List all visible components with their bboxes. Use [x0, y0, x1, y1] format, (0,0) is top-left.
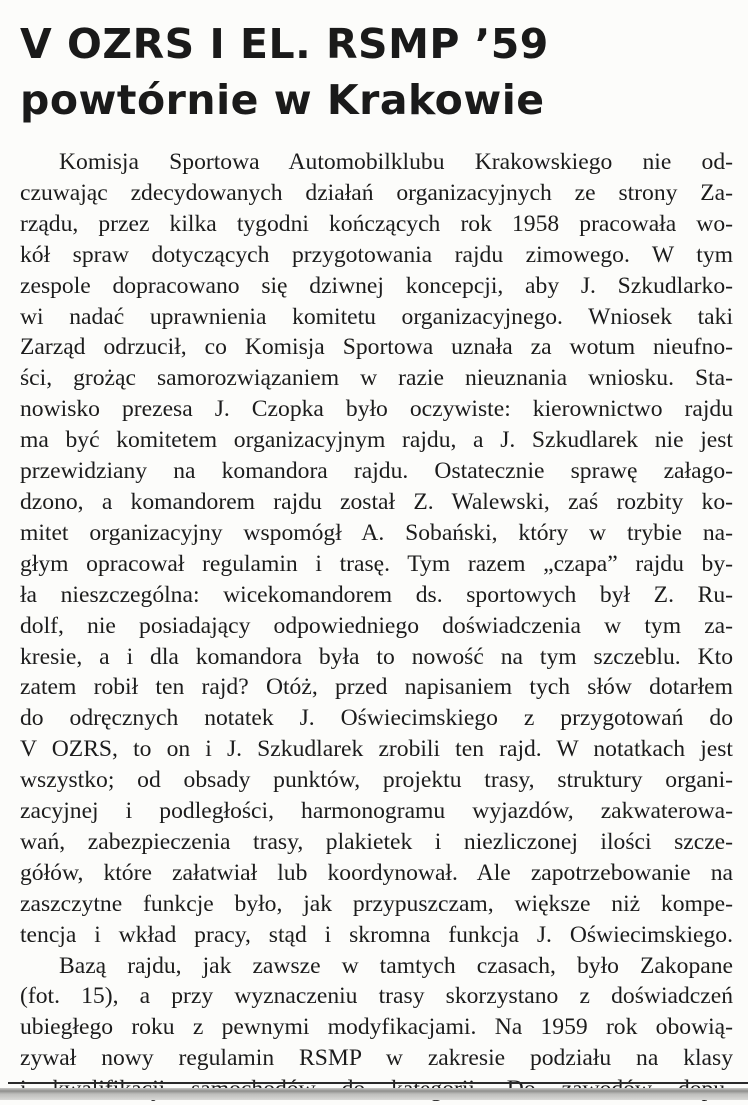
text-line: Zarząd odrzucił, co Komisja Sportowa uznała za wotum nieufno-: [20, 334, 733, 361]
title-line-1: V OZRS I EL. RSMP ’59: [20, 20, 549, 68]
text-line: zacyjnej i podległości, harmonogramu wyjazdów, zakwaterowa-: [20, 798, 733, 825]
text-line: dzono, a komandorem rajdu został Z. Walewski, zaś rozbity ko-: [20, 488, 733, 515]
text-line: zespole dopracowano się dziwnej koncepcji, aby J. Szkudlarko-: [20, 272, 733, 299]
text-line: zatem robił ten rajd? Otóż, przed napisaniem tych słów dotarłem: [20, 674, 733, 701]
text-line: zywał nowy regulamin RSMP w zakresie podziału na klasy: [20, 1045, 733, 1072]
text-line: czuwając zdecydowanych działań organizacyjnych ze strony Za-: [20, 179, 733, 206]
text-line: ści, grożąc samorozwiązaniem w razie nieuznania wniosku. Sta-: [20, 365, 733, 392]
text-line: dolf, nie posiadający odpowiedniego doświadczenia w tym za-: [20, 612, 733, 639]
text-line: wań, zabezpieczenia trasy, plakietek i niezliczonej ilości szcze-: [20, 828, 733, 855]
title-line-2: powtórnie w Krakowie: [20, 76, 545, 124]
text-line: zaszczytne funkcje było, jak przypuszczam, większe niż kompe-: [20, 890, 733, 917]
article-title: [20, 16, 740, 128]
text-line: ma być komitetem organizacyjnym rajdu, a J. Szkudlarek nie jest: [20, 427, 733, 454]
article-body: [20, 147, 733, 1105]
bottom-rule: [8, 1082, 748, 1084]
text-line: tencja i wkład pracy, stąd i skromna funkcja J. Oświecimskiego.: [20, 921, 733, 948]
text-line: przewidziany na komandora rajdu. Ostatecznie sprawę załago-: [20, 458, 733, 485]
photo-edge-strip: [0, 1088, 748, 1100]
text-line: V OZRS, to on i J. Szkudlarek zrobili ten rajd. W notatkach jest: [20, 736, 733, 763]
text-line: gółów, które załatwiał lub koordynował. Ale zapotrzebowanie na: [20, 859, 733, 886]
text-line: kresie, a i dla komandora była to nowość na tym szczeblu. Kto: [20, 643, 733, 670]
paragraph: [20, 147, 733, 951]
text-line: głym opracował regulamin i trasę. Tym razem „czapa” rajdu by-: [20, 550, 733, 577]
text-line: rządu, przez kilka tygodni kończących rok 1958 pracowała wo-: [20, 210, 733, 237]
text-line: kół spraw dotyczących przygotowania rajdu zimowego. W tym: [20, 241, 733, 268]
text-line: ubiegłego roku z pewnymi modyfikacjami. Na 1959 rok obowią-: [20, 1014, 733, 1041]
text-line: (fot. 15), a przy wyznaczeniu trasy skorzystano z doświadczeń: [20, 983, 733, 1010]
text-line: nowisko prezesa J. Czopka było oczywiste: kierownictwo rajdu: [20, 396, 733, 423]
text-line: do odręcznych notatek J. Oświecimskiego z przygotowań do: [20, 705, 733, 732]
text-line: ła nieszczególna: wicekomandorem ds. sportowych był Z. Ru-: [20, 581, 733, 608]
text-line: mitet organizacyjny wspomógł A. Sobański, który w trybie na-: [20, 519, 733, 546]
text-line: wi nadać uprawnienia komitetu organizacyjnego. Wniosek taki: [20, 303, 733, 330]
text-line: Komisja Sportowa Automobilklubu Krakowskiego nie od-: [59, 149, 733, 175]
text-line: wszystko; od obsady punktów, projektu trasy, struktury organi-: [20, 767, 733, 794]
text-line: Bazą rajdu, jak zawsze w tamtych czasach, było Zakopane: [59, 952, 733, 979]
